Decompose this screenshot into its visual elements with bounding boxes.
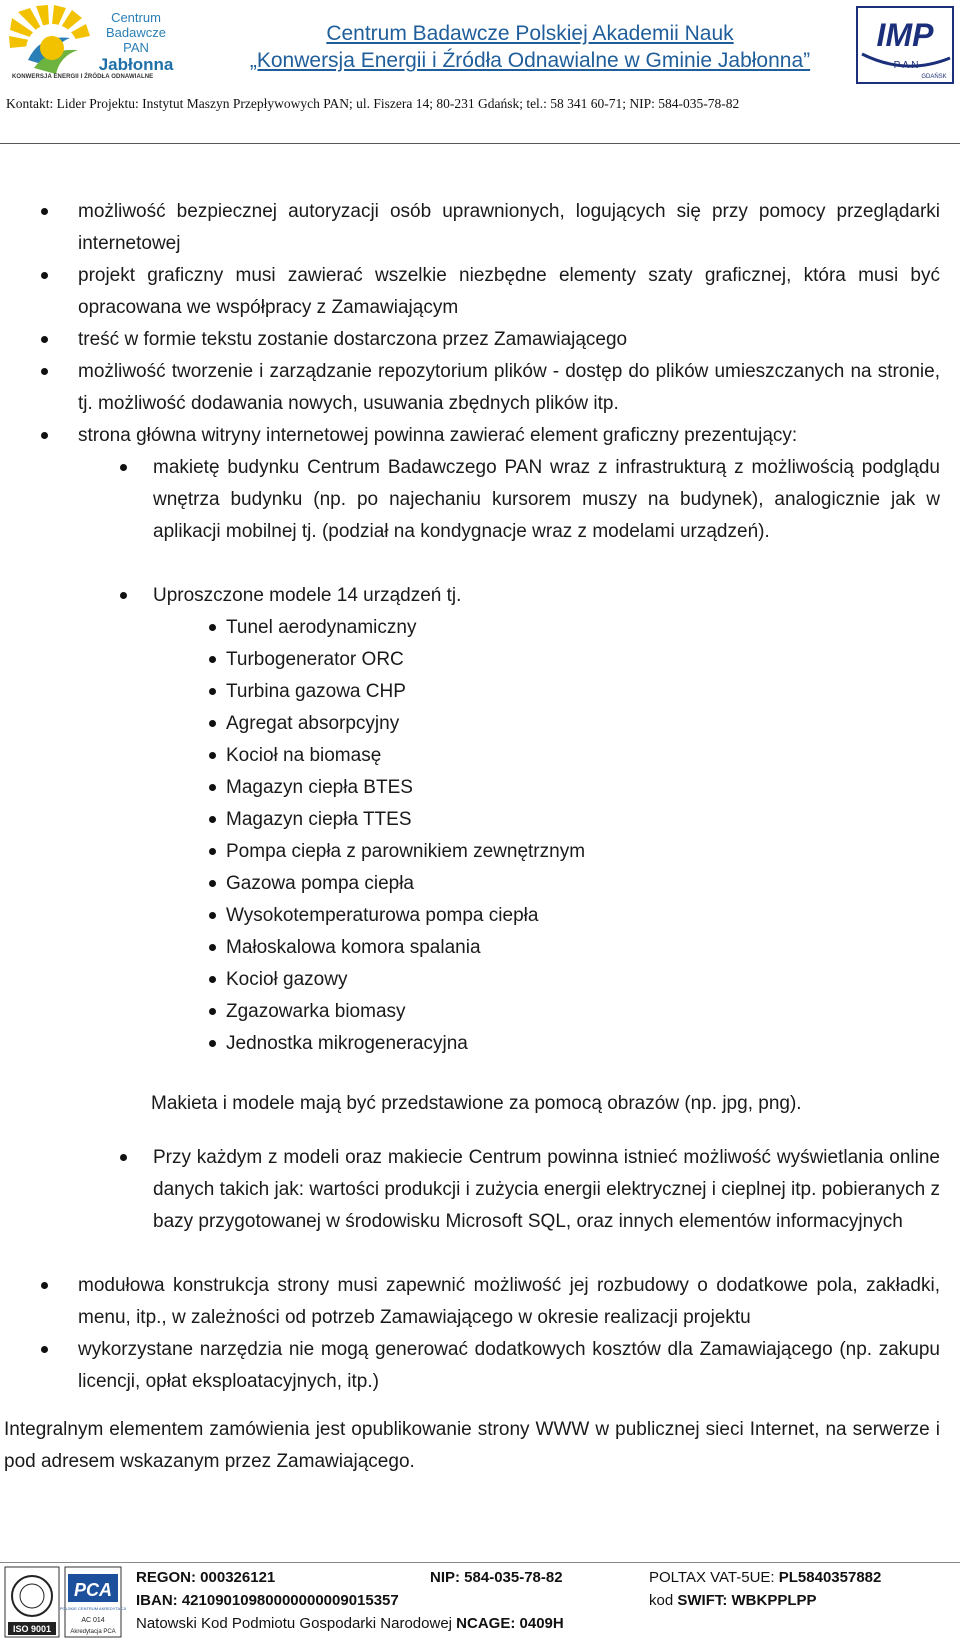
footer-poltax [649, 1566, 881, 1589]
device-item [226, 740, 926, 772]
sunburst-logo-icon [8, 4, 92, 84]
imp-pan-logo [856, 6, 956, 86]
bullet-icon [209, 688, 216, 695]
bullet-icon [209, 976, 216, 983]
device-name: Małoskalowa komora spalania [226, 937, 481, 958]
footer-nip [430, 1566, 563, 1589]
bullet-icon [120, 464, 127, 471]
regon-value: 000326121 [200, 1569, 276, 1586]
device-item [226, 612, 926, 644]
bullet-icon [41, 272, 48, 279]
ncage-value: NCAGE: 0409H [456, 1615, 564, 1632]
device-item [226, 964, 926, 996]
imp-logo-city: GDAŃSK [921, 74, 947, 80]
list-item [78, 1334, 940, 1398]
footer-certification-logos [4, 1566, 127, 1638]
device-name: Kocioł gazowy [226, 969, 348, 990]
poltax-label: POLTAX VAT-5UE: [649, 1569, 775, 1586]
iban-label: IBAN: [136, 1592, 178, 1609]
device-name: Wysokotemperaturowa pompa ciepła [226, 905, 539, 926]
closing-paragraph [4, 1414, 940, 1478]
centrum-badawcze-logo [8, 4, 178, 84]
bullet-icon [41, 368, 48, 375]
nkpgn-label: Natowski Kod Podmiotu Gospodarki Narodowej [136, 1615, 452, 1632]
imp-pan-logo-icon [856, 6, 956, 86]
device-name: Pompa ciepła z parownikiem zewnętrznym [226, 841, 586, 862]
pca-label: PCA [73, 1580, 113, 1600]
pca-sub: POLSKIE CENTRUM AKREDYTACJI [59, 1606, 127, 1611]
device-item [226, 772, 926, 804]
bullet-icon [41, 432, 48, 439]
device-name: Tunel aerodynamiczny [226, 617, 417, 638]
list-item-text: strona główna witryny internetowej powinna zawierać element graficzny prezentujący: [78, 425, 798, 446]
list-item [78, 1270, 940, 1334]
bullet-icon [209, 816, 216, 823]
sub-list-item [153, 580, 940, 612]
logo-line-centrum: Centrum [111, 10, 161, 25]
bullet-icon [209, 720, 216, 727]
list-item [78, 196, 940, 260]
bullet-icon [120, 592, 127, 599]
bullet-icon [41, 1346, 48, 1353]
regon-label: REGON: [136, 1569, 196, 1586]
header-divider [0, 143, 960, 144]
device-name: Jednostka mikrogeneracyjna [226, 1033, 468, 1054]
list-item-text: wykorzystane narzędzia nie mogą generować dodatkowych kosztów dla Zamawiającego (np. zakupu licencji, opłat eksploatacyjnych, itp.) [78, 1339, 940, 1392]
device-item [226, 900, 926, 932]
swift-value: SWIFT: WBKPPLPP [677, 1592, 817, 1609]
device-name: Turbogenerator ORC [226, 649, 404, 670]
logo-line-badawcze: Badawcze [106, 25, 166, 40]
makieta-note [151, 1088, 941, 1120]
bullet-icon [209, 944, 216, 951]
iso-label: ISO 9001 [12, 1624, 52, 1634]
device-item [226, 868, 926, 900]
list-item [78, 260, 940, 324]
sub-list-item-text: Uproszczone modele 14 urządzeń tj. [153, 585, 462, 606]
bullet-icon [209, 880, 216, 887]
bullet-icon [209, 912, 216, 919]
bullet-icon [209, 784, 216, 791]
list-item-text: treść w formie tekstu zostanie dostarczona przez Zamawiającego [78, 329, 628, 350]
header-title-line2: „Konwersja Energii i Źródła Odnawialne w Gminie Jabłonna” [249, 49, 811, 72]
bullet-icon [209, 848, 216, 855]
bullet-icon [120, 1154, 127, 1161]
list-item-text: projekt graficzny musi zawierać wszelkie niezbędne elementy szaty graficznej, która musi być opracowana we współpracy z Zamawiającym [78, 265, 940, 318]
nip-value: 584-035-78-82 [464, 1569, 563, 1586]
bullet-icon [209, 752, 216, 759]
list-item [78, 420, 940, 452]
device-item [226, 836, 926, 868]
device-name: Gazowa pompa ciepła [226, 873, 414, 894]
pca-caption: Akredytacja PCA [70, 1629, 116, 1635]
swift-label: kod [649, 1592, 674, 1609]
sub-list-item-text: makietę budynku Centrum Badawczego PAN wraz z infrastrukturą z możliwością podglądu wnętrza budynku (np. po najechaniu kursorem muszy na budynek), analogicznie jak w aplikacji mobilnej tj. (podział na kondygnacje wraz z modelami urządzeń). [153, 457, 940, 542]
footer-divider [0, 1562, 960, 1563]
bullet-icon [41, 336, 48, 343]
device-name: Magazyn ciepła BTES [226, 777, 413, 798]
imp-logo-sub: P A N [893, 60, 919, 71]
device-name: Turbina gazowa CHP [226, 681, 406, 702]
list-item-text: modułowa konstrukcja strony musi zapewnić możliwość jej rozbudowy o dodatkowe pola, zakładki, menu, itp., w zależności od potrzeb Zamawiającego w okresie realizacji projektu [78, 1275, 940, 1328]
device-name: Zgazowarka biomasy [226, 1001, 406, 1022]
bullet-icon [209, 656, 216, 663]
list-item [78, 356, 940, 420]
device-name: Agregat absorpcyjny [226, 713, 400, 734]
bullet-icon [209, 1040, 216, 1047]
footer-iban [136, 1589, 399, 1612]
list-item [78, 324, 940, 356]
bullet-icon [41, 1282, 48, 1289]
device-item [226, 996, 926, 1028]
footer-nkpgn [136, 1612, 564, 1635]
list-item-text: możliwość tworzenie i zarządzanie repozytorium plików - dostęp do plików umieszczanych na stronie, tj. możliwość dodawania nowych, usuwania zbędnych plików itp. [78, 361, 940, 414]
sub-list-item-text: Przy każdym z modeli oraz makiecie Centrum powinna istnieć możliwość wyświetlania online danych takich jak: wartości produkcji i zużycia energii elektrycznej i cieplnej itp. pobieranych z bazy przygotowanej w środowisku Microsoft SQL, oraz innych elementów informacyjnych [153, 1147, 940, 1232]
iso-9001-logo-icon [4, 1566, 60, 1638]
logo-line-pan: PAN [123, 40, 149, 55]
imp-logo-text: IMP [876, 17, 934, 53]
device-name: Magazyn ciepła TTES [226, 809, 412, 830]
bullet-icon [209, 1008, 216, 1015]
header-title [245, 20, 815, 74]
header-title-line1: Centrum Badawcze Polskiej Akademii Nauk [326, 22, 734, 45]
page-header [0, 0, 960, 145]
footer-regon [136, 1566, 275, 1589]
device-name: Kocioł na biomasę [226, 745, 382, 766]
device-item [226, 804, 926, 836]
device-item [226, 676, 926, 708]
nip-label: NIP: [430, 1569, 460, 1586]
list-item-text: możliwość bezpiecznej autoryzacji osób uprawnionych, logujących się przy pomocy przeglądarki internetowej [78, 201, 940, 254]
makieta-note-text: Makieta i modele mają być przedstawione za pomocą obrazów (np. jpg, png). [151, 1093, 802, 1114]
pca-logo-icon [59, 1566, 127, 1638]
sub-list-item [153, 1142, 940, 1238]
bullet-icon [209, 624, 216, 631]
poltax-value: PL5840357882 [778, 1569, 882, 1586]
logo-text [92, 10, 180, 75]
logo-brand-jablonna: Jabłonna [98, 55, 174, 74]
iban-value: 42109010980000000009015357 [181, 1592, 399, 1609]
device-item [226, 708, 926, 740]
header-contact-line: Kontakt: Lider Projektu: Instytut Maszyn Przepływowych PAN; ul. Fiszera 14; 80-231 Gdańsk; tel.: 58 341 60-71; NIP: 584-035-78-82 [6, 96, 740, 111]
logo-subtitle: KONWERSJA ENERGII I ŹRÓDŁA ODNAWIALNE [12, 74, 154, 80]
sub-list-item [153, 452, 940, 548]
device-item [226, 1028, 926, 1060]
bullet-icon [41, 208, 48, 215]
closing-paragraph-text: Integralnym elementem zamówienia jest opublikowanie strony WWW w publicznej sieci Internet, na serwerze i pod adresem wskazanym przez Zamawiającego. [4, 1419, 940, 1472]
device-item [226, 932, 926, 964]
pca-code: AC 014 [81, 1617, 105, 1624]
footer-swift [649, 1589, 817, 1612]
device-item [226, 644, 926, 676]
